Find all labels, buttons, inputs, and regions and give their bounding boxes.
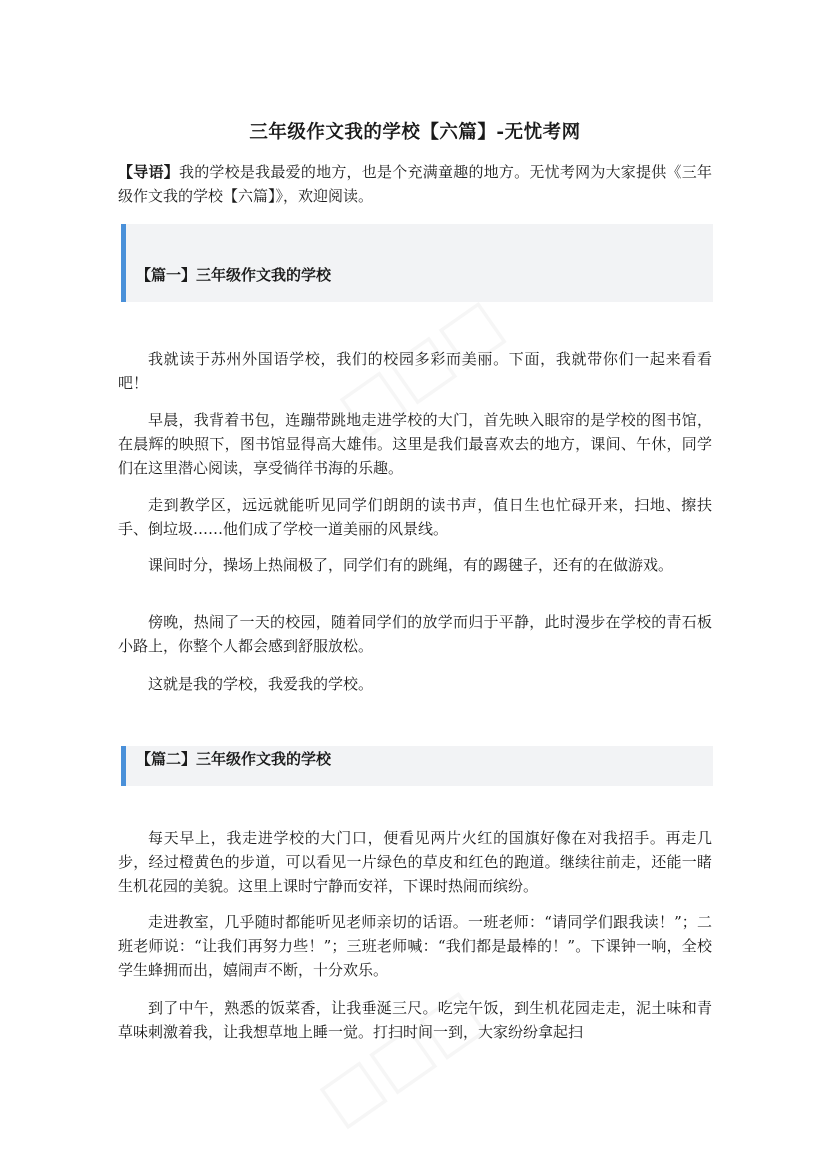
section-heading-box — [121, 746, 713, 786]
paragraph: 课间时分，操场上热闹极了，同学们有的跳绳，有的踢毽子，还有的在做游戏。 — [148, 556, 674, 574]
intro-paragraph — [118, 160, 712, 208]
paragraph: 每天早上，我走进学校的大门口，便看见两片火红的国旗好像在对我招手。再走几步，经过橙黄色的步道，可以看见一片绿色的草皮和红色的跑道。继续往前走，还能一睹生机花园的美貌。这里上课时宁静而安祥，下课时热闹而缤纷。 — [118, 829, 712, 895]
intro-label: 【导语】 — [118, 163, 179, 181]
paragraph: 走到教学区，远远就能听见同学们朗朗的读书声，值日生也忙碌开来，扫地、擦扶手、倒垃圾……他们成了学校一道美丽的风景线。 — [118, 496, 712, 538]
page-title: 三年级作文我的学校【六篇】-无忧考网 — [249, 122, 581, 143]
paragraph: 到了中午，熟悉的饭菜香，让我垂涎三尺。吃完午饭，到生机花园走走，泥土味和青草味刺激着我，让我想草地上睡一觉。打扫时间一到，大家纷纷拿起扫 — [118, 999, 712, 1041]
paragraph: 傍晚，热闹了一天的校园，随着同学们的放学而归于平静，此时漫步在学校的青石板小路上，你整个人都会感到舒服放松。 — [118, 613, 712, 655]
section-heading-box — [121, 224, 713, 302]
intro-text: 我的学校是我最爱的地方，也是个充满童趣的地方。无忧考网为大家提供《三年级作文我的学校【六篇】》，欢迎阅读。 — [118, 163, 712, 205]
paragraph: 早晨，我背着书包，连蹦带跳地走进学校的大门，首先映入眼帘的是学校的图书馆，在晨辉的映照下，图书馆显得高大雄伟。这里是我们最喜欢去的地方，课间、午休，同学们在这里潜心阅读，享受徜徉书海的乐趣。 — [118, 411, 712, 477]
paragraph: 这就是我的学校，我爱我的学校。 — [148, 675, 374, 693]
section-heading: 【篇二】三年级作文我的学校 — [136, 750, 332, 768]
paragraph: 走进教室，几乎随时都能听见老师亲切的话语。一班老师：“请同学们跟我读！”；二班老师说：“让我们再努力些！”；三班老师喊：“我们都是最棒的！”。下课钟一响，全校学生蜂拥而出，嬉闹声不断，十分欢乐。 — [118, 913, 712, 979]
paragraph: 我就读于苏州外国语学校，我们的校园多彩而美丽。下面，我就带你们一起来看看吧！ — [118, 350, 712, 392]
section-heading: 【篇一】三年级作文我的学校 — [136, 266, 332, 284]
